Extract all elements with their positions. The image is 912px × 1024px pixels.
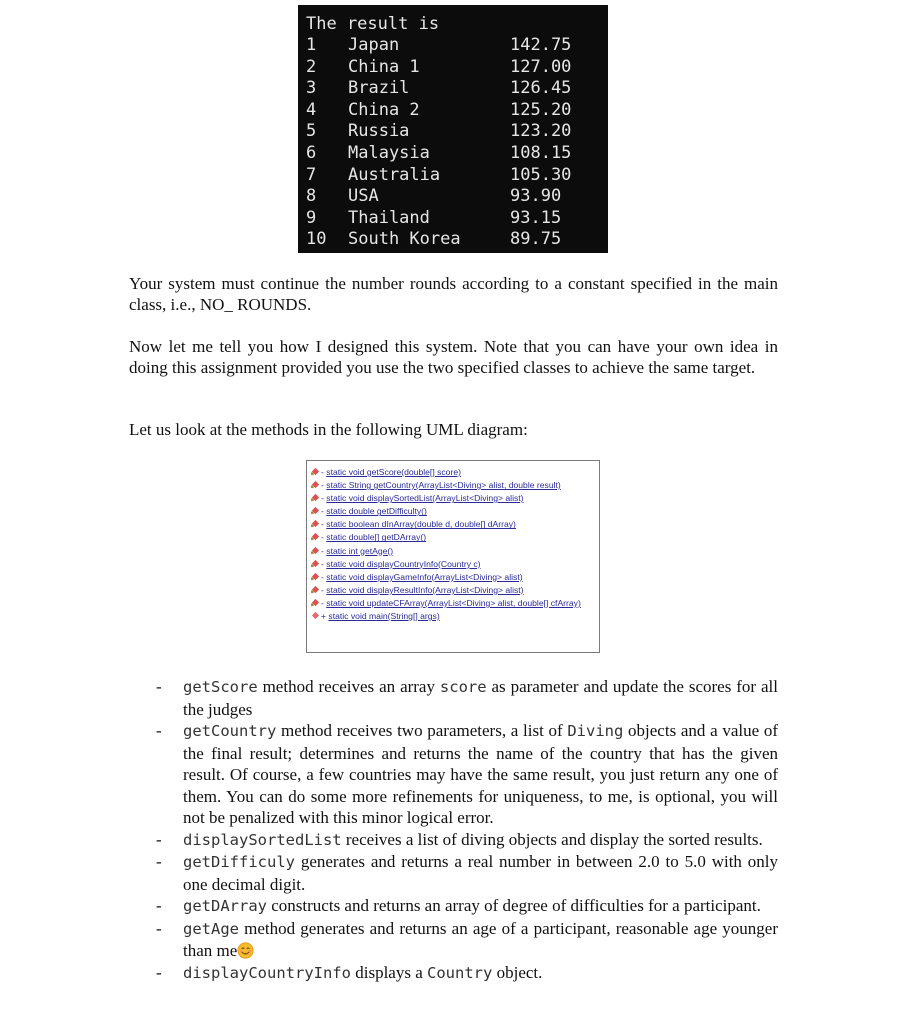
uml-method <box>311 610 599 623</box>
rank: 1 <box>306 35 317 55</box>
method-name: getDArray <box>183 897 267 915</box>
score: 108.15 <box>510 142 572 163</box>
uml-method <box>311 584 599 597</box>
uml-method-list <box>306 460 600 653</box>
public-method-icon <box>311 611 320 620</box>
country: Japan <box>348 35 400 55</box>
visibility: - <box>321 584 324 595</box>
country: South Korea <box>348 229 461 250</box>
design-paragraph: Now let me tell you how I designed this system. Note that you can have your own idea in doing this assignment provided you use the two specified classes to achieve the same target. <box>129 337 778 377</box>
bullet-dash: - <box>156 896 162 915</box>
visibility: - <box>321 532 324 543</box>
score: 126.45 <box>510 78 572 99</box>
description-text: constructs and returns an array of degree of difficulties for a participant. <box>267 896 761 915</box>
description-text: generates and returns a real number in between 2.0 to 5.0 with only one decimal digit. <box>183 852 778 894</box>
bullet-dash: - <box>156 962 162 982</box>
score: 142.75 <box>510 35 572 55</box>
console-title: The result is <box>306 14 440 34</box>
bullet-dash: - <box>156 677 162 696</box>
visibility: - <box>321 545 324 556</box>
smiling-face-icon <box>237 942 254 959</box>
country: Malaysia <box>348 142 430 163</box>
private-method-icon <box>311 585 320 594</box>
console-row <box>306 121 608 143</box>
console-row <box>306 165 608 187</box>
method-name: getCountry <box>183 722 277 740</box>
bullet-dash: - <box>156 852 162 871</box>
description-text: as parameter and update the scores for all the judges <box>183 677 778 719</box>
console-row <box>306 100 608 122</box>
console-row <box>306 229 608 251</box>
uml-method <box>311 492 599 505</box>
visibility: - <box>321 519 324 530</box>
method-name: displayCountryInfo <box>183 963 351 982</box>
description-text: object. <box>492 962 543 982</box>
console-row <box>306 35 608 57</box>
method-signature: static void displayGameInfo(ArrayList<Diving> alist) <box>326 571 523 582</box>
console-row <box>306 78 608 100</box>
country: Thailand <box>348 207 430 228</box>
private-method-icon <box>311 546 320 555</box>
list-item <box>0 895 912 918</box>
method-signature: static double getDifficulty() <box>326 506 427 517</box>
rank: 8 <box>306 186 317 207</box>
method-signature: static void displayResultInfo(ArrayList<Diving> alist) <box>326 584 524 595</box>
uml-intro-paragraph: Let us look at the methods in the following UML diagram: <box>129 420 528 439</box>
score: 93.90 <box>510 186 562 207</box>
method-signature: static int getAge() <box>326 545 394 556</box>
visibility: - <box>321 571 324 582</box>
score: 89.75 <box>510 229 562 250</box>
description-text: objects and a value of the final result; determines and returns the name of the country that has the given result. Of course, a few countries may have the same result, you just return any one of them. You can do some more refinements for uniqueness, to me, is optional, you will not be penalized with this minor logical error. <box>183 721 779 827</box>
score: 105.30 <box>510 164 572 185</box>
method-name: displaySortedList <box>183 830 342 849</box>
private-method-icon <box>311 506 320 515</box>
rank: 3 <box>306 78 317 99</box>
private-method-icon <box>311 559 320 568</box>
private-method-icon <box>311 467 320 476</box>
method-signature: static void updateCFArray(ArrayList<Diving> alist, double[] cfArray) <box>326 597 581 608</box>
method-signature: static void displayCountryInfo(Country c) <box>326 558 481 569</box>
uml-method <box>311 518 599 531</box>
visibility: + <box>321 611 327 622</box>
rank: 10 <box>306 229 327 250</box>
uml-method <box>311 505 599 518</box>
class-name: Country <box>427 963 493 982</box>
rank: 7 <box>306 164 317 185</box>
bullet-dash: - <box>156 918 162 938</box>
rank: 2 <box>306 56 317 77</box>
country: Australia <box>348 164 441 185</box>
method-signature: static String getCountry(ArrayList<Diving> alist, double result) <box>326 480 561 491</box>
visibility: - <box>321 467 324 477</box>
description-text: receives a list of diving objects and display the sorted results. <box>341 829 763 849</box>
uml-method <box>311 479 599 492</box>
description-text: displays a <box>350 962 428 982</box>
method-name: getAge <box>183 919 239 938</box>
method-name: getDifficuly <box>183 853 295 871</box>
list-item <box>0 720 912 829</box>
private-method-icon <box>311 493 320 502</box>
uml-method <box>311 531 599 544</box>
console-row <box>306 186 608 208</box>
description-text: method generates and returns an age of a participant, reasonable age younger than me <box>183 918 778 960</box>
country: China 2 <box>348 99 420 120</box>
class-name: Diving <box>567 722 624 740</box>
list-item <box>0 829 912 852</box>
description-text: method receives two parameters, a list of <box>276 721 568 740</box>
country: USA <box>348 186 379 207</box>
list-item <box>0 676 912 720</box>
method-signature: static void displaySortedList(ArrayList<Diving> alist) <box>326 493 524 504</box>
bullet-dash: - <box>156 721 162 740</box>
uml-method <box>311 466 599 479</box>
visibility: - <box>321 493 324 504</box>
private-method-icon <box>311 598 320 607</box>
console-row <box>306 143 608 165</box>
country: China 1 <box>348 56 420 77</box>
method-description-list <box>0 676 912 984</box>
country: Russia <box>348 121 410 142</box>
rank: 6 <box>306 142 317 163</box>
list-item <box>0 918 912 962</box>
uml-method <box>311 558 599 571</box>
rank: 4 <box>306 99 317 120</box>
list-item <box>0 962 912 985</box>
visibility: - <box>321 506 324 517</box>
score: 123.20 <box>510 121 572 142</box>
method-signature: static void getScore(double[] score) <box>326 467 461 477</box>
private-method-icon <box>311 532 320 541</box>
list-item <box>0 851 912 895</box>
method-name: getScore <box>183 678 258 696</box>
visibility: - <box>321 597 324 608</box>
country: Brazil <box>348 78 410 99</box>
uml-method <box>311 545 599 558</box>
method-signature: static boolean dInArray(double d, double[] dArray) <box>326 519 516 530</box>
rounds-paragraph: Your system must continue the number rounds according to a constant specified in the main class, i.e., NO_ ROUNDS. <box>129 274 778 314</box>
console-row <box>306 208 608 230</box>
visibility: - <box>321 558 324 569</box>
score: 125.20 <box>510 99 572 120</box>
param-name: score <box>439 678 487 696</box>
uml-method <box>311 597 599 610</box>
private-method-icon <box>311 519 320 528</box>
console-output <box>298 5 608 253</box>
private-method-icon <box>311 480 320 489</box>
method-signature: static void main(String[] args) <box>328 611 440 622</box>
score: 93.15 <box>510 207 562 228</box>
uml-method <box>311 571 599 584</box>
rank: 9 <box>306 207 317 228</box>
rank: 5 <box>306 121 317 142</box>
visibility: - <box>321 480 324 491</box>
score: 127.00 <box>510 56 572 77</box>
private-method-icon <box>311 572 320 581</box>
description-text: method receives an array <box>257 677 440 696</box>
console-row <box>306 57 608 79</box>
method-signature: static double[] getDArray() <box>326 532 427 543</box>
bullet-dash: - <box>156 829 162 849</box>
